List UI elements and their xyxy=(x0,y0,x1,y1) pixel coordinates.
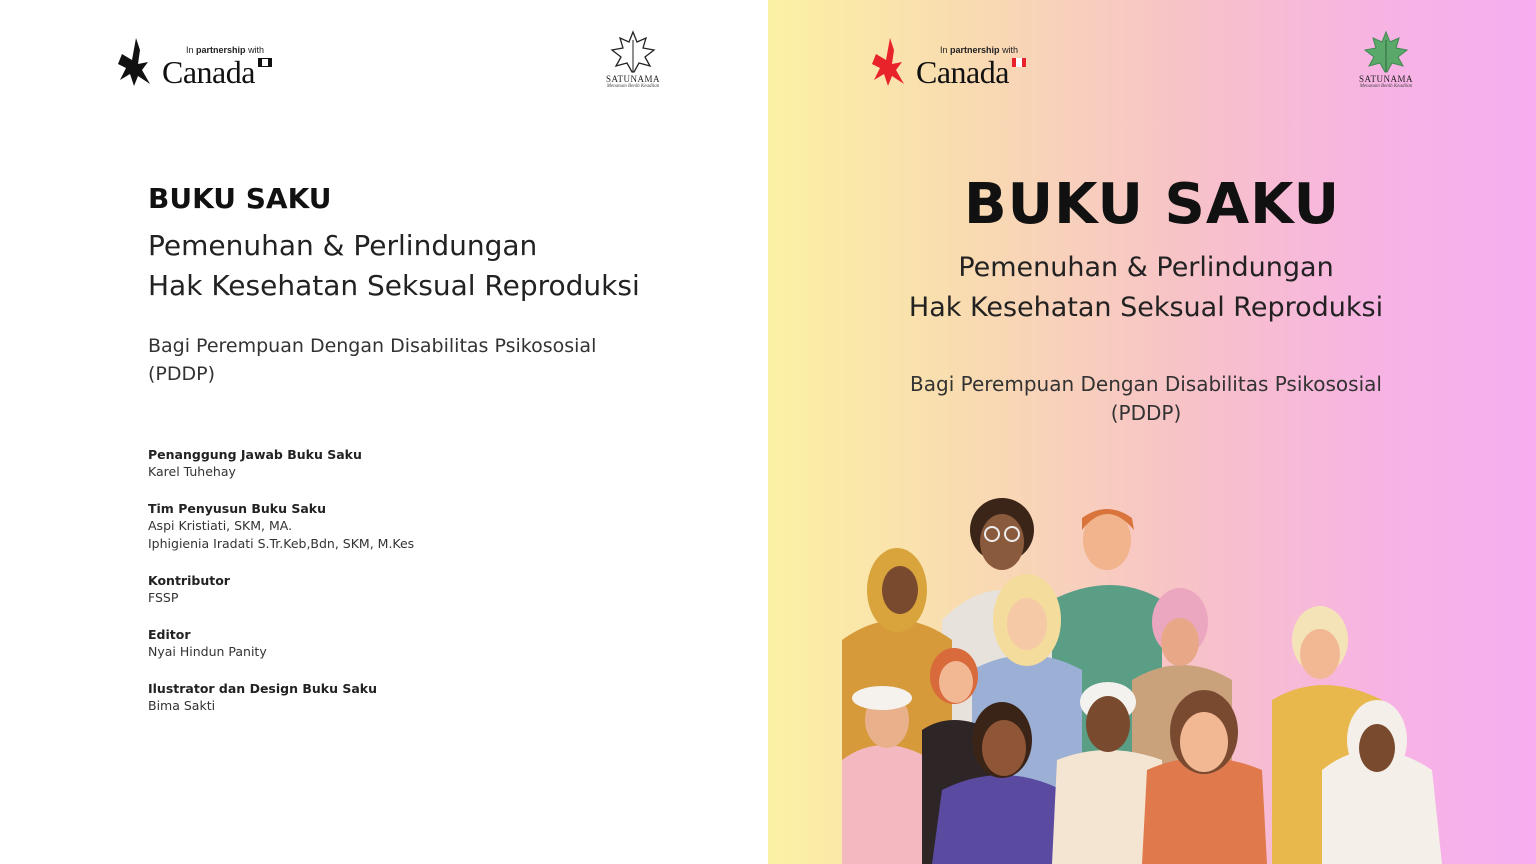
satunama-logo xyxy=(601,30,665,92)
book-subtitle: Pemenuhan & Perlindungan Hak Kesehatan Seksual Reproduksi xyxy=(148,229,640,302)
cover-title: BUKU SAKU xyxy=(963,172,1341,237)
cover-page xyxy=(768,0,1536,864)
women-group-illustration xyxy=(842,470,1450,864)
maple-leaf-icon xyxy=(118,34,152,88)
partnership-text: In partnership with xyxy=(940,45,1019,55)
canada-partnership-logo-color xyxy=(872,34,1034,88)
satunama-name: SATUNAMA xyxy=(1358,74,1413,84)
cover-audience: Bagi Perempuan Dengan Disabilitas Psikososial (PDDP) xyxy=(910,372,1382,425)
satunama-logo-color xyxy=(1354,30,1418,92)
credit-contributor: Kontributor FSSP xyxy=(148,573,230,605)
satunama-name: SATUNAMA xyxy=(605,74,660,84)
maple-leaf-icon xyxy=(872,34,906,88)
satunama-leaf-icon xyxy=(610,30,656,74)
book-title: BUKU SAKU xyxy=(148,182,332,215)
canada-flag-icon xyxy=(1012,58,1026,67)
satunama-leaf-icon xyxy=(1363,30,1409,74)
credit-illustrator: Ilustrator dan Design Buku Saku Bima Sakti xyxy=(148,681,377,713)
cover-subtitle: Pemenuhan & Perlindungan Hak Kesehatan Seksual Reproduksi xyxy=(908,252,1384,323)
canada-wordmark: Canada xyxy=(916,54,1009,90)
canada-flag-icon xyxy=(258,58,272,67)
credits-list xyxy=(148,446,648,734)
canada-wordmark: Canada xyxy=(162,54,255,90)
credit-responsible: Penanggung Jawab Buku Saku Karel Tuhehay xyxy=(148,447,362,479)
book-audience: Bagi Perempuan Dengan Disabilitas Psikososial (PDDP) xyxy=(148,335,597,385)
satunama-tagline: Menanam Benih Keadilan xyxy=(606,84,660,89)
canada-partnership-logo xyxy=(118,34,280,88)
credit-editor: Editor Nyai Hindun Panity xyxy=(148,627,267,659)
credit-authors: Tim Penyusun Buku Saku Aspi Kristiati, SKM, MA. Iphigienia Iradati S.Tr.Keb,Bdn, SKM, M.Kes xyxy=(148,501,415,551)
satunama-tagline: Menanam Benih Keadilan xyxy=(1359,84,1413,89)
partnership-text: In partnership with xyxy=(186,45,265,55)
